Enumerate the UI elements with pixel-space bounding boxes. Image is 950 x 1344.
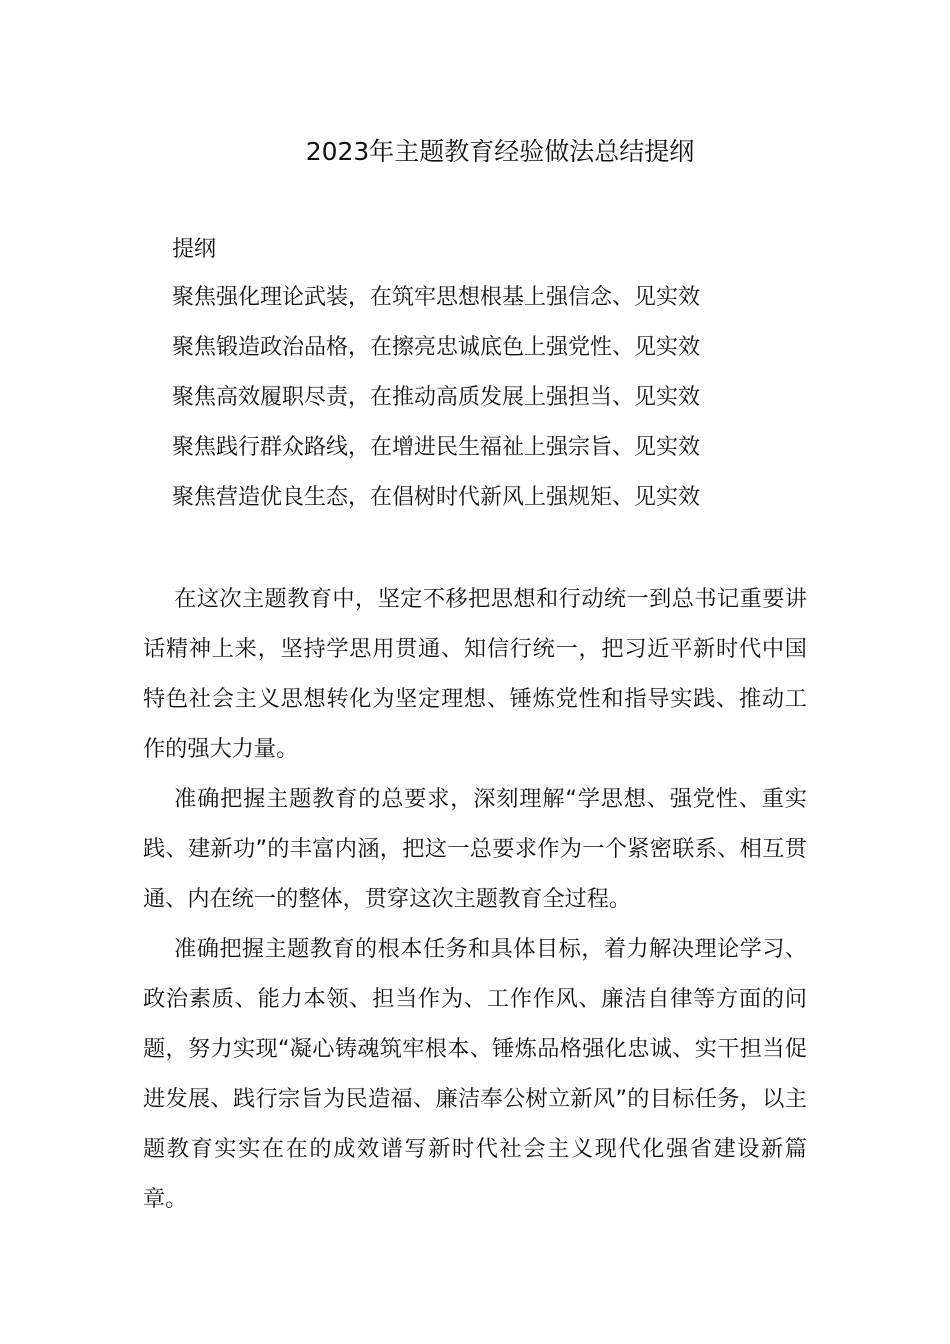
outline-heading: 提纲 [172, 237, 217, 262]
outline-item: 聚焦高效履职尽责，在推动高质发展上强担当、见实效 [172, 385, 701, 410]
outline-item: 聚焦锻造政治品格，在擦亮忠诚底色上强党性、见实效 [172, 335, 701, 360]
body-paragraph: 准确把握主题教育的总要求，深刻理解“学思想、强党性、重实践、建新功”的丰富内涵，把这一总要求作为一个紧密联系、相互贯通、内在统一的整体，贯穿这次主题教育全过程。 [143, 786, 807, 912]
outline-item: 聚焦践行群众路线，在增进民生福祉上强宗旨、见实效 [172, 435, 701, 460]
outline-item: 聚焦强化理论武装，在筑牢思想根基上强信念、见实效 [172, 285, 701, 310]
body-paragraph: 在这次主题教育中，坚定不移把思想和行动统一到总书记重要讲话精神上来，坚持学思用贯通、知信行统一，把习近平新时代中国特色社会主义思想转化为坚定理想、锤炼党性和指导实践、推动工作的强大力量。 [143, 586, 807, 762]
page-title: 2023年主题教育经验做法总结提纲 [305, 137, 695, 166]
outline-item: 聚焦营造优良生态，在倡树时代新风上强规矩、见实效 [172, 485, 701, 510]
outline-section [172, 228, 812, 526]
body-text [143, 574, 807, 1224]
body-paragraph: 准确把握主题教育的根本任务和具体目标，着力解决理论学习、政治素质、能力本领、担当作为、工作作风、廉洁自律等方面的问题，努力实现“凝心铸魂筑牢根本、锤炼品格强化忠诚、实干担当促进发展、践行宗旨为民造福、廉洁奉公树立新风”的目标任务，以主题教育实实在在的成效谱写新时代社会主义现代化强省建设新篇章。 [143, 936, 807, 1212]
